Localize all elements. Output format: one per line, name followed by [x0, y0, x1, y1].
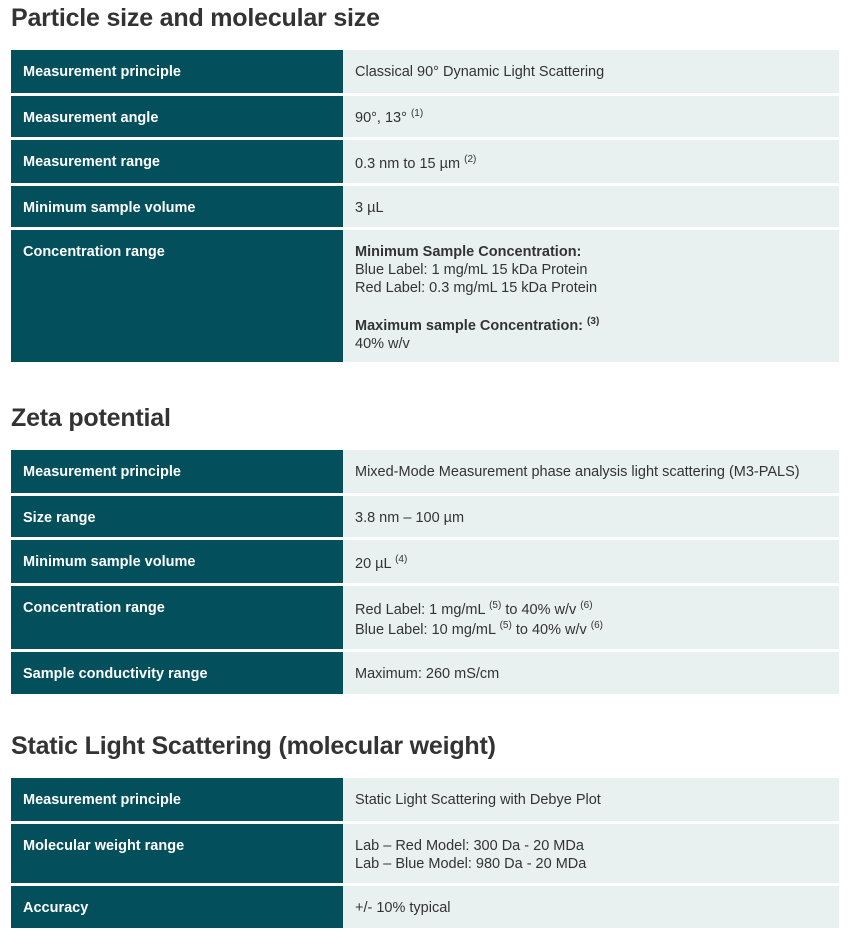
min-concentration-blue: Blue Label: 1 mg/mL 15 kDa Protein: [355, 261, 588, 278]
row-label: Measurement principle: [11, 778, 343, 822]
footnote-ref: (5): [489, 599, 502, 611]
footnote-ref: (6): [590, 619, 604, 631]
section-title-static-light-scattering: Static Light Scattering (molecular weight): [11, 732, 496, 760]
footnote-ref: (3): [587, 315, 600, 327]
row-label: Minimum sample volume: [11, 184, 343, 228]
row-value: 3.8 nm – 100 µm: [343, 494, 839, 538]
table-row: [11, 822, 839, 884]
footnote-ref: (4): [395, 553, 408, 565]
row-label: Accuracy: [11, 884, 343, 928]
table-row: [11, 94, 839, 138]
footnote-ref: (1): [410, 107, 424, 119]
zeta-potential-table: [11, 450, 839, 694]
row-label: Measurement angle: [11, 94, 343, 138]
row-value: [343, 228, 839, 362]
row-label: Size range: [11, 494, 343, 538]
row-value: 90°, 13° $^{(1)}$: [343, 94, 839, 138]
row-label: Molecular weight range: [11, 822, 343, 884]
max-concentration-value: 40% w/v: [355, 335, 410, 352]
row-value: 0.3 nm to 15 µm $^{(2)}$: [343, 138, 839, 184]
table-row: [11, 228, 839, 362]
section-title-particle-size: Particle size and molecular size: [11, 4, 380, 32]
red-model-range: Lab – Red Model: 300 Da - 20 MDa: [355, 837, 584, 854]
table-row: [11, 584, 839, 650]
red-label-concentration: Red Label: 1 mg/mL $^{(5)}$ to 40% w/v $^{(6)}$: [355, 599, 593, 618]
footnote-ref: (5): [499, 619, 512, 631]
static-light-scattering-table: [11, 778, 839, 928]
row-value: [343, 584, 839, 650]
row-label: Measurement principle: [11, 50, 343, 94]
min-concentration-heading: Minimum Sample Concentration:: [355, 243, 582, 260]
blue-label-concentration: Blue Label: 10 mg/mL $^{(5)}$ to 40% w/v $^{(6)}$: [355, 619, 604, 638]
table-row: [11, 538, 839, 584]
table-row: [11, 778, 839, 822]
table-row: [11, 650, 839, 694]
row-value: [343, 822, 839, 884]
table-row: [11, 50, 839, 94]
row-value: Maximum: 260 mS/cm: [343, 650, 839, 694]
table-row: [11, 450, 839, 494]
max-concentration-heading: Maximum sample Concentration: $^{(3)}$: [355, 315, 600, 334]
table-row: [11, 494, 839, 538]
row-value: Classical 90° Dynamic Light Scattering: [343, 50, 839, 94]
table-row: [11, 184, 839, 228]
particle-size-table: [11, 50, 839, 362]
row-value: 3 µL: [343, 184, 839, 228]
row-label: Concentration range: [11, 228, 343, 362]
section-title-zeta-potential: Zeta potential: [11, 404, 171, 432]
row-value: +/- 10% typical: [343, 884, 839, 928]
footnote-ref: (2): [464, 153, 477, 165]
footnote-ref: (6): [580, 599, 593, 611]
row-label: Sample conductivity range: [11, 650, 343, 694]
row-label: Measurement principle: [11, 450, 343, 494]
row-value: 20 µL $^{(4)}$: [343, 538, 839, 584]
row-label: Minimum sample volume: [11, 538, 343, 584]
row-label: Measurement range: [11, 138, 343, 184]
blue-model-range: Lab – Blue Model: 980 Da - 20 MDa: [355, 855, 587, 872]
table-row: [11, 884, 839, 928]
min-concentration-red: Red Label: 0.3 mg/mL 15 kDa Protein: [355, 279, 598, 296]
row-value: Static Light Scattering with Debye Plot: [343, 778, 839, 822]
table-row: [11, 138, 839, 184]
row-value: Mixed-Mode Measurement phase analysis light scattering (M3-PALS): [343, 450, 839, 494]
row-label: Concentration range: [11, 584, 343, 650]
spacer: [355, 297, 827, 317]
